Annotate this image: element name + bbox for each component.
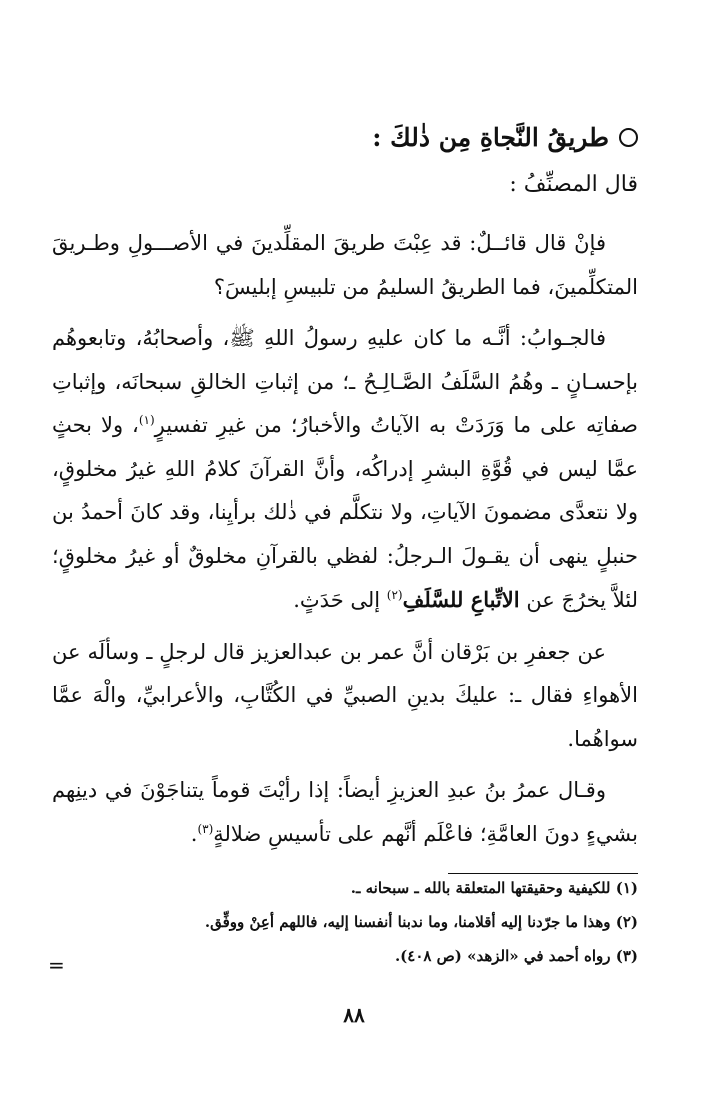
paragraph-text: وقـال عمرُ بنُ عبدِ العزيزِ أيضاً: إذا رأيْتَ قوماً يتناجَوْنَ في دينِهم بشيءٍ دونَ العامَّةِ؛ فاعْلَم أنَّهم على تأسيسِ ضلالةٍ xyxy=(52,778,638,846)
footnote-3: (٣) رواه أحمد في «الزهد» (ص ٤٠٨). xyxy=(394,947,638,965)
page-body xyxy=(52,118,638,864)
paragraph-text: . xyxy=(190,821,198,846)
footnotes xyxy=(78,878,638,980)
section-title: طريقُ النَّجاةِ مِن ذٰلكَ : xyxy=(372,123,609,152)
footnote-ref-3[interactable]: (٣) xyxy=(197,821,214,836)
footnote-2: (٢) وهذا ما جرّدنا إليه أقلامنا، وما ندبنا أنفسنا إليه، فاللهم أعِنْ ووفِّق. xyxy=(204,913,638,931)
bold-phrase: الاتِّباعِ للسَّلَفِ xyxy=(402,587,520,612)
paragraph-text: إلى حَدَثٍ. xyxy=(293,588,387,612)
footnote-1: (١) للكيفية وحقيقتها المتعلقة بالله ـ سبحانه ـ. xyxy=(350,879,638,897)
paragraph-narration xyxy=(52,631,638,762)
paragraph-text: ، ولا بحثٍ عمَّا ليس في قُوَّةِ البشرِ إدراكُه، وأنَّ القرآنَ كلامُ اللهِ غيرُ مخلوقٍ، ولا نتعدَّى مضمونَ الآياتِ، ولا نتكلَّم في ذٰلك برأيِنا، وقد كانَ أحمدُ بن حنبلٍ ينهى أن يقـولَ الـرجلُ: لفظي بالقرآنِ مخلوقٌ أو غيرُ مخلوقٍ؛ لئلاَّ يخرُجَ عن xyxy=(52,413,638,612)
footnote-divider xyxy=(448,873,638,874)
paragraph-question xyxy=(52,222,638,309)
footnote-ref-1[interactable]: (١) xyxy=(138,413,155,427)
paragraph-text: فالجـوابُ: أنَّـه ما كان عليهِ رسولُ اللهِ ﷺ، وأصحابُهُ، وتابعوهُم بإحسـانٍ ـ وهُمُ السَّلَفُ الصَّـالِـحُ ـ؛ من إثباتِ الخالقِ سبحانَه، وإثباتِ صفاتِه على ما وَرَدَتْ به الآياتُ والأخبارُ؛ من غيرِ تفسيرٍ xyxy=(52,326,638,437)
continuation-mark: = xyxy=(48,953,65,977)
footnote-ref-2[interactable]: (٢) xyxy=(386,588,403,602)
author-line: قال المصنِّفُ : xyxy=(509,172,638,197)
bullet-circle-icon xyxy=(619,128,638,147)
paragraph-text: فإنْ قال قائــلٌ: قد عِبْتَ طريقَ المقلِّدينَ في الأصـــولِ وطـريقَ المتكلِّمينَ، فما الطريقُ السليمُ من تلبيسِ إبليسَ؟ xyxy=(52,231,638,299)
page-number: ٨٨ xyxy=(343,1003,365,1027)
paragraph-answer xyxy=(52,317,638,623)
paragraph-text: عن جعفرِ بن بَرْقان أنَّ عمر بن عبدالعزيز قال لرجلٍ ـ وسألَه عن الأهواءِ فقال ـ: عليكَ بدينِ الصبيِّ في الكُتَّابِ، والأعرابيِّ، والْهَ عمَّا سواهُما. xyxy=(52,639,638,751)
section-heading xyxy=(52,118,638,158)
paragraph-quote xyxy=(52,769,638,856)
